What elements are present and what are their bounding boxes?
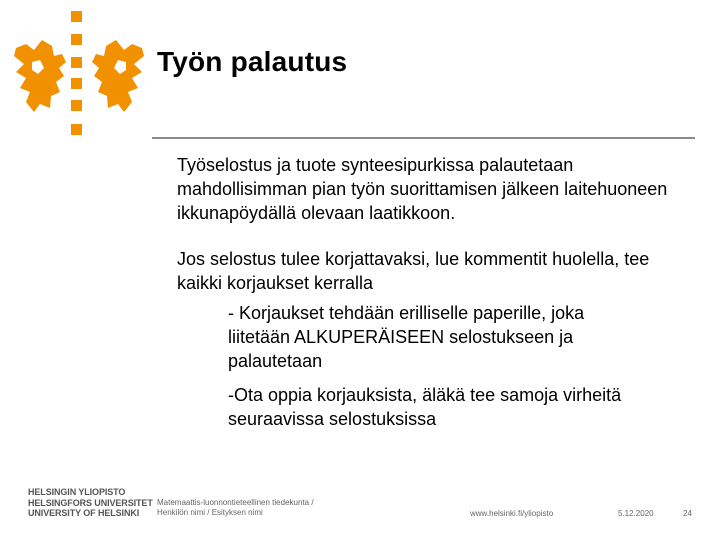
- university-name: HELSINGIN YLIOPISTO HELSINGFORS UNIVERSITET UNIVERSITY OF HELSINKI: [28, 487, 153, 518]
- paragraph-2: Jos selostus tulee korjattavaksi, lue kommentit huolella, tee kaikki korjaukset kerralla: [177, 249, 650, 293]
- footer-url: www.helsinki.fi/yliopisto: [470, 509, 554, 518]
- page-number: 24: [683, 509, 692, 518]
- paragraph-1: Työselostus ja tuote synteesipurkissa palautetaan mahdollisimman pian työn suorittamisen jälkeen laitehuoneen ikkunapöydällä olevaan laatikkoon.: [177, 155, 668, 223]
- footer-date: 5.12.2020: [618, 509, 654, 518]
- sub-point-2: -Ota oppia korjauksista, äläkä tee samoja virheitä seuraavissa selostuksissa: [228, 385, 622, 429]
- footer-department: Matemaattis-luonnontieteellinen tiedekunta / Henkilön nimi / Esityksen nimi: [157, 498, 314, 517]
- title-divider: [152, 137, 695, 139]
- slide-title: Työn palautus: [157, 46, 348, 77]
- sub-point-1: - Korjaukset tehdään erilliselle paperille, joka liitetään ALKUPERÄISEEN selostukseen ja palautetaan: [228, 303, 585, 371]
- university-flame-logo: [4, 4, 154, 149]
- slide-body: [177, 153, 697, 441]
